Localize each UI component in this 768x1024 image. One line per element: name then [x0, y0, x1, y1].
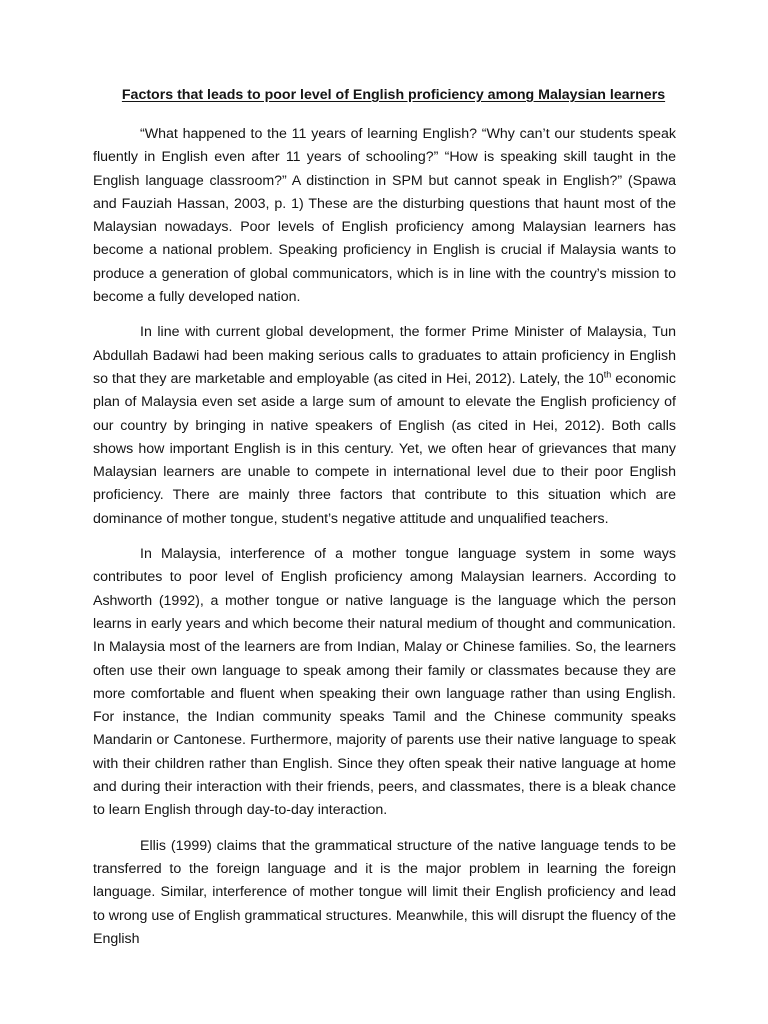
paragraph-4: Ellis (1999) claims that the grammatical structure of the native language tends to be transferred to the foreign language and it is the major problem in learning the foreign language. Similar, interference of mother tongue will limit their English proficiency and lead to wrong use of English grammatical structures. Meanwhile, this will disrupt the fluency of the English: [93, 837, 676, 947]
document-title: Factors that leads to poor level of English proficiency among Malaysian learners: [121, 87, 666, 103]
paragraph-2-text-after: economic plan of Malaysia even set aside a large sum of amount to elevate the English proficiency of our country by bringing in native speakers of English (as cited in Hei, 2012). Both calls shows how important English is in this century. Yet, we often hear of grievances that many Malaysian learners are unable to compete in international level due to their poor English proficiency. There are mainly three factors that contribute to this situation which are dominance of mother tongue, student’s negative attitude and unqualified teachers.: [93, 370, 676, 527]
paragraph-2: [93, 321, 676, 531]
document-page: [93, 84, 676, 963]
paragraph-2-text-before: In line with current global development, the former Prime Minister of Malaysia, Tun Abdullah Badawi had been making serious calls to graduates to attain proficiency in English so that they are marketable and employable (as cited in Hei, 2012). Lately, the 10: [93, 324, 676, 387]
paragraph-1: “What happened to the 11 years of learning English? “Why can’t our students speak fluently in English even after 11 years of schooling?” “How is speaking skill taught in the English language classroom?” A distinction in SPM but cannot speak in English?” (Spawa and Fauziah Hassan, 2003, p. 1) These are the disturbing questions that haunt most of the Malaysian nowadays. Poor levels of English proficiency among Malaysian learners has become a national problem. Speaking proficiency in English is crucial if Malaysia wants to produce a generation of global communicators, which is in line with the country’s mission to become a fully developed nation.: [93, 126, 676, 306]
ordinal-superscript: th: [603, 369, 612, 380]
paragraph-3: In Malaysia, interference of a mother tongue language system in some ways contributes to poor level of English proficiency among Malaysian learners. According to Ashworth (1992), a mother tongue or native language is the language which the person learns in early years and which become their natural medium of thought and communication. In Malaysia most of the learners are from Indian, Malay or Chinese families. So, the learners often use their own language to speak among their family or classmates because they are more comfortable and fluent when speaking their own language rather than using English. For instance, the Indian community speaks Tamil and the Chinese community speaks Mandarin or Cantonese. Furthermore, majority of parents use their native language to speak with their children rather than English. Since they often speak their native language at home and during their interaction with their friends, peers, and classmates, there is a bleak chance to learn English through day-to-day interaction.: [93, 546, 676, 819]
